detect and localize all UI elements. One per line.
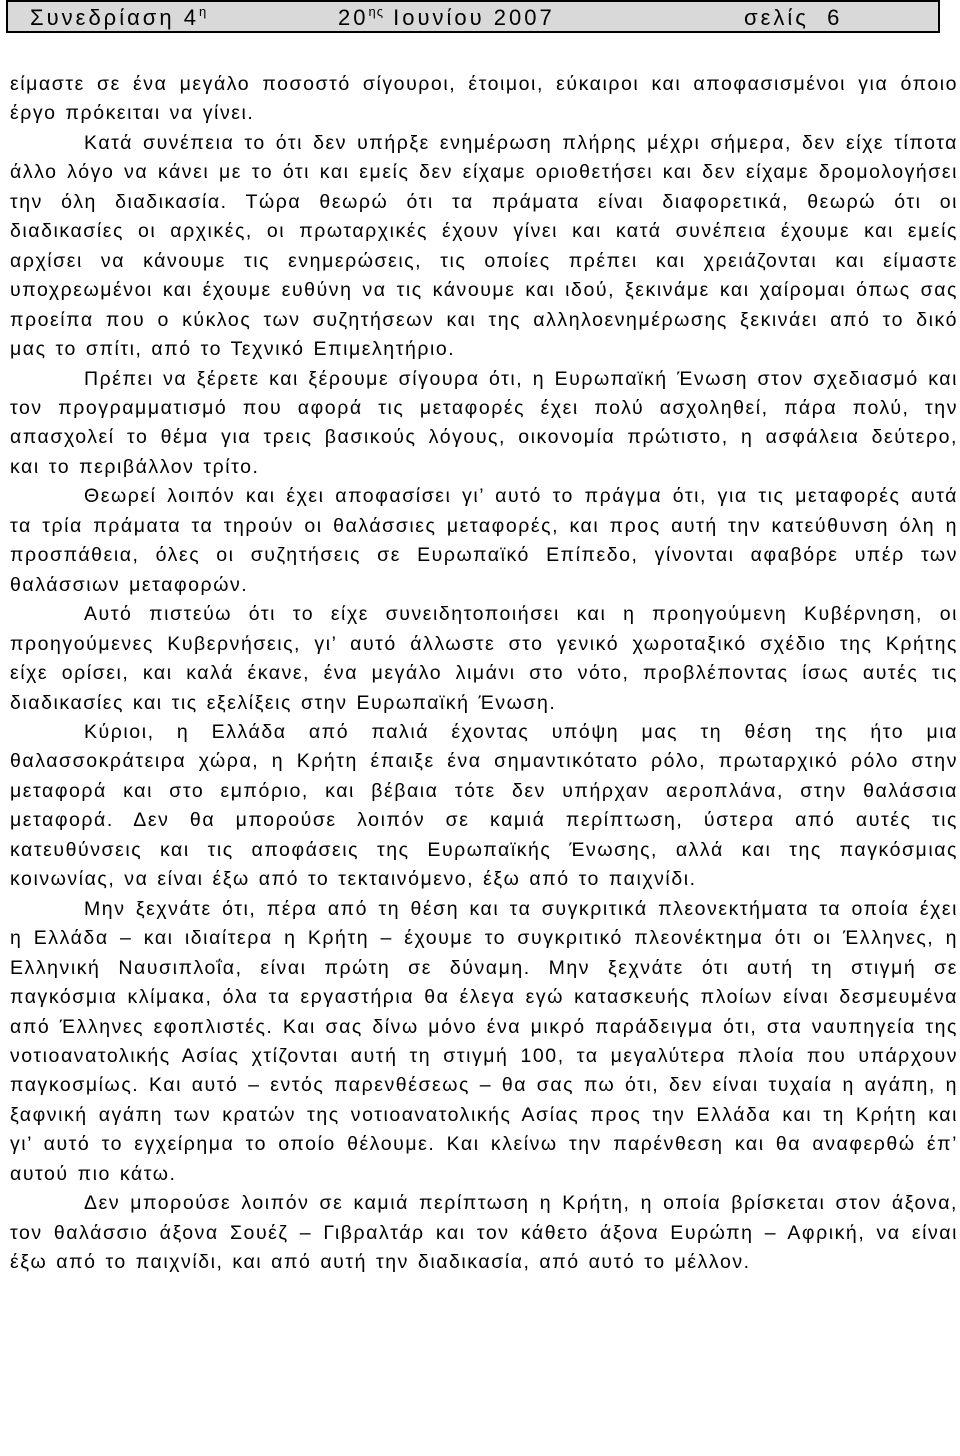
paragraph: Δεν μπορούσε λοιπόν σε καμιά περίπτωση η Κρήτη, η οποία βρίσκεται στον άξονα, τον θαλάσσιο άξονα Σουέζ – Γιβραλτάρ και τον κάθετο άξονα Ευρώπη – Αφρική, να είναι έξω από το παιχνίδι, και από αυτή την διαδικασία, από αυτό το μέλλον. bbox=[10, 1192, 958, 1274]
paragraph: Αυτό πιστεύω ότι το είχε συνειδητοποιήσει και η προηγούμενη Κυβέρνηση, οι προηγούμενες Κυβερνήσεις, γι’ αυτό άλλωστε στο γενικό χωροταξικό σχέδιο της Κρήτης είχε ορίσει, και καλά έκανε, ένα μεγάλο λιμάνι στο νότο, προβλέποντας ίσως αυτές τις διαδικασίες και τις εξελίξεις στην Ευρωπαϊκή Ένωση. bbox=[10, 603, 958, 714]
paragraph: Κατά συνέπεια το ότι δεν υπήρξε ενημέρωση πλήρης μέχρι σήμερα, δεν είχε τίποτα άλλο λόγο να κάνει με το ότι και εμείς δεν είχαμε οριοθετήσει και δεν είχαμε δρομολογήσει την όλη διαδικασία. Τώρα θεωρώ ότι τα πράματα είναι διαφορετικά, θεωρώ ότι οι διαδικασίες οι αρχικές, οι πρωταρχικές έχουν γίνει και κατά συνέπεια έχουμε και εμείς αρχίσει να κάνουμε τις ενημερώσεις, τις οποίες πρέπει και χρειάζονται και είμαστε υποχρεωμένοι και έχουμε ευθύνη να τις κάνουμε και ιδού, ξεκινάμε και χαίρομαι όπως σας προείπα που ο κύκλος των συζητήσεων και της αλληλοενημέρωσης ξεκινάει από το δικό μας το σπίτι, από το Τεχνικό Επιμελητήριο. bbox=[10, 131, 958, 361]
paragraph: Θεωρεί λοιπόν και έχει αποφασίσει γι’ αυτό το πράγμα ότι, για τις μεταφορές αυτά τα τρία πράματα τα τηρούν οι θαλάσσιες μεταφορές, και προς αυτή την κατεύθυνση όλη η προσπάθεια, όλες οι συζητήσεις σε Ευρωπαϊκό Επίπεδο, γίνονται αφαβόρε υπέρ των θαλάσσιων μεταφορών. bbox=[10, 485, 958, 596]
paragraph: Κύριοι, η Ελλάδα από παλιά έχοντας υπόψη μας τη θέση της ήτο μια θαλασσοκράτειρα χώρα, η Κρήτη έπαιξε ένα σημαντικότατο ρόλο, πρωταρχικό ρόλο στην μεταφορά και στο εμπόριο, και βέβαια τότε δεν υπήρχαν αεροπλάνα, στην θαλάσσια μεταφορά. Δεν θα μπορούσε λοιπόν σε καμιά περίπτωση, ύστερα από αυτές τις κατευθύνσεις και τις αποφάσεις της Ευρωπαϊκής Ένωσης, αλλά και της παγκόσμιας κοινωνίας, να είναι έξω από το τεκταινόμενο, έξω από το παιχνίδι. bbox=[10, 720, 958, 891]
page-header bbox=[6, 0, 940, 33]
paragraph: Πρέπει να ξέρετε και ξέρουμε σίγουρα ότι, η Ευρωπαϊκή Ένωση στον σχεδιασμό και τον προγραμματισμό που αφορά τις μεταφορές έχει πολύ ασχοληθεί, πάρα πολύ, την απασχολεί το θέμα για τρεις βασικούς λόγους, οικονομία πρώτιστο, η ασφάλεια δεύτερο, και το περιβάλλον τρίτο. bbox=[10, 367, 958, 478]
session-label: Συνεδρίαση $4^\eta$ bbox=[30, 4, 208, 30]
paragraph: είμαστε σε ένα μεγάλο ποσοστό σίγουροι, έτοιμοι, εύκαιροι και αποφασισμένοι για όποιο έργο πρόκειται να γίνει. bbox=[10, 73, 958, 125]
transcript-body bbox=[10, 70, 958, 1278]
session-date: $20^{\eta\varsigma}$ Ιουνίου 2007 bbox=[338, 4, 555, 30]
paragraph: Μην ξεχνάτε ότι, πέρα από τη θέση και τα συγκριτικά πλεονεκτήματα τα οποία έχει η Ελλάδα – και ιδιαίτερα η Κρήτη – έχουμε το συγκριτικό πλεονέκτημα ότι οι Έλληνες, η Ελληνική Ναυσιπλοΐα, είναι πρώτη σε δύναμη. Μην ξεχνάτε ότι αυτή τη στιγμή σε παγκόσμια κλίμακα, όλα τα εργαστήρια θα έλεγα εγώ κατασκευής πλοίων είναι δεσμευμένα από Έλληνες εφοπλιστές. Και σας δίνω μόνο ένα μικρό παράδειγμα ότι, στα ναυπηγεία της νοτιοανατολικής Ασίας χτίζονται αυτή τη στιγμή 100, τα μεγαλύτερα πλοία που υπάρχουν παγκοσμίως. Και αυτό – εντός παρενθέσεως – θα σας πω ότι, δεν είναι τυχαία η αγάπη, η ξαφνική αγάπη των κρατών της νοτιοανατολικής Ασίας προς την Ελλάδα και τη Κρήτη και γι’ αυτό το εγχείρημα το οποίο θέλουμε. Και κλείνω την παρένθεση και θα αναφερθώ έπ’ αυτού πιο κάτω. bbox=[10, 897, 958, 1185]
page-number: σελίς 6 bbox=[744, 5, 843, 30]
